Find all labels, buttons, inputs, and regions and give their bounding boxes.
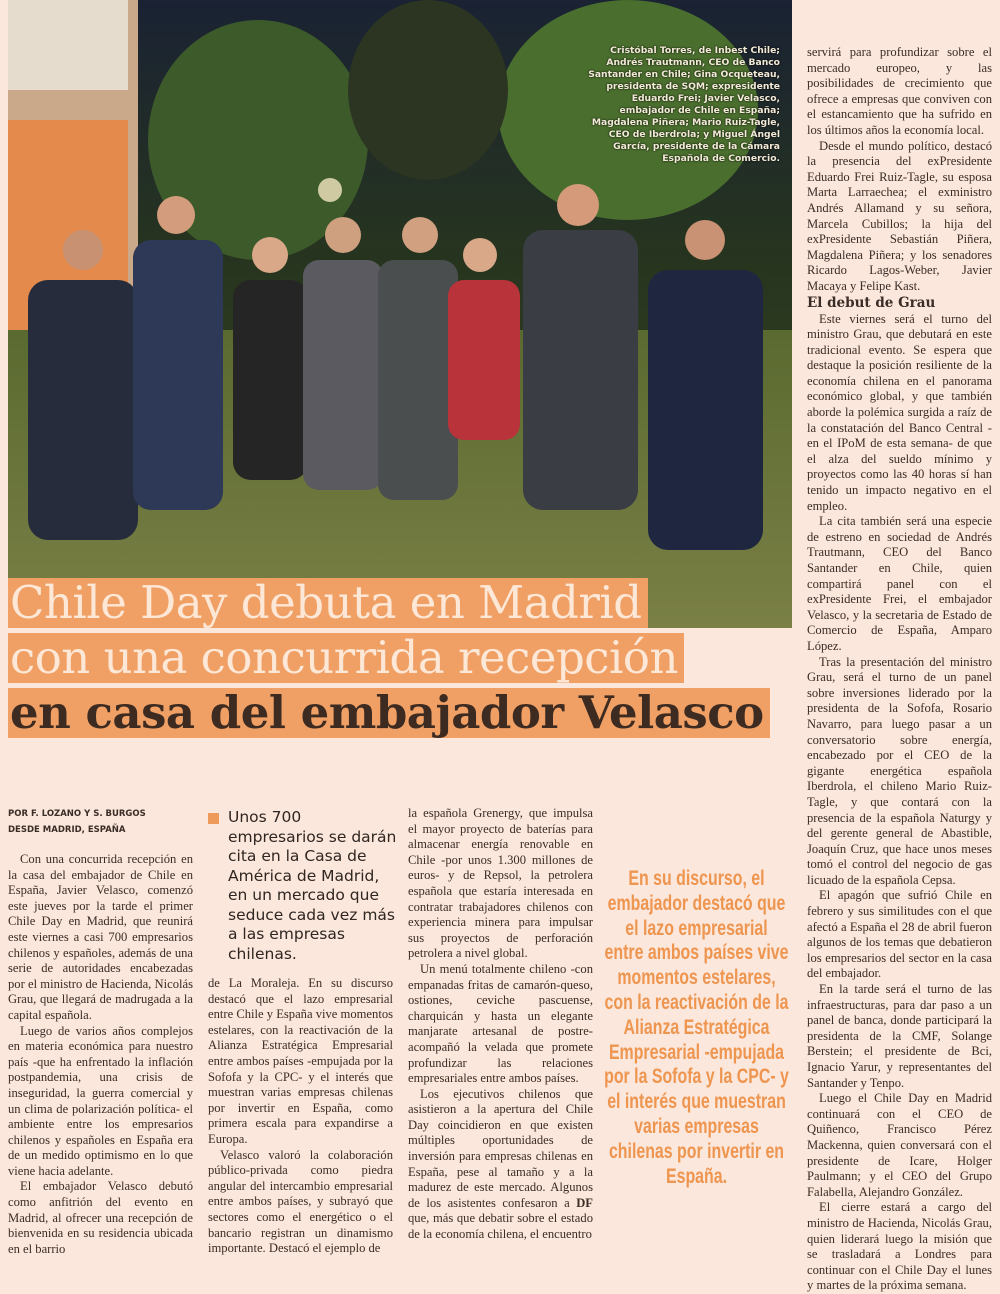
paragraph: [408, 1087, 593, 1243]
paragraph: Un menú totalmente chileno -con empanadas fritas de camarón-queso, ostiones, ceviche pascuense, charquicán y hasta un elegante manjarate artesanal de postre- acompañó la velada que promete profundizar las relaciones empresariales entre ambos países.: [408, 961, 593, 1086]
paragraph: de La Moraleja. En su discurso destacó que el lazo empresarial entre Chile y España vive momentos estelares, con la reactivación de la Alianza Estratégica Empresarial entre ambos países -empujada por la Sofofa y la CPC- y el interés que muestran varias empresas chilenas por invertir en España, como primera escala para expandirse a Europa.: [208, 976, 394, 1146]
headline-line-2: con una concurrida recepción: [8, 633, 684, 683]
paragraph: Velasco valoró la colaboración público-privada como piedra angular del intercambio empresarial entre ambos países, y subrayó que sectores como el energético o el bancario registran un dinamismo importante. Destacó el ejemplo de: [208, 1147, 393, 1256]
paragraph: Desde el mundo político, destacó la presencia del exPresidente Eduardo Frei Ruiz-Tagle, su esposa Marta Larraechea; el exministro Andrés Allamand y su señora, Marcela Cubillos; la hija del exPresidente Sebastián Piñera, Magdalena Piñera; y los senadores Ricardo Lagos-Weber, Javier Macaya y Felipe Kast.: [807, 138, 992, 293]
publication-name: DF: [576, 1195, 593, 1210]
article-column-2: [208, 976, 393, 1257]
article-column-4: [807, 45, 992, 1294]
bullet-square-icon: [208, 813, 219, 824]
summary-text: Unos 700 empresarios se darán cita en la Casa de América de Madrid, en un mercado que seduce cada vez más a las empresas chilenas.: [228, 808, 397, 963]
paragraph-text: que, más que debatir sobre el estado de la economía chilena, el encuentro: [408, 1211, 593, 1242]
paragraph: El cierre estará a cargo del ministro de Hacienda, Nicolás Grau, quien liderará luego la misión que se trasladará a Londres para continuar con el Chile Day el lunes y martes de la próxima semana.: [807, 1200, 992, 1293]
paragraph: Luego el Chile Day en Madrid continuará con el CEO de Quiñenco, Francisco Pérez Mackenna, quien conversará con el presidente de Icare, Holger Paulmann; y el CEO del Grupo Falabella, Alejandro González.: [807, 1091, 992, 1199]
pull-quote: En su discurso, el embajador destacó que el lazo empresarial entre ambos países vive momentos estelares, con la reactivación de la Alianza Estratégica Empresarial -empujada por la Sofofa y la CPC- y el interés que muestran varias empresas chilenas por invertir en España.: [604, 866, 789, 1188]
headline-line-3: en casa del embajador Velasco: [8, 688, 770, 738]
paragraph: El apagón que sufrió Chile en febrero y sus similitudes con el que afectó a España el 28 de abril fueron algunos de los temas que debatieron los empresarios del sector en la casa del embajador.: [807, 888, 992, 981]
byline-dateline: DESDE MADRID, ESPAÑA: [8, 825, 126, 835]
paragraph: Este viernes será el turno del ministro Grau, que debutará en este tradicional evento. Se espera que destaque la posición resiliente de la economía chilena en el panorama económico global, y que también aborde la polémica surgida a raíz de la constatación del Banco Central -en el IPoM de esta semana- de que el alza del sueldo mínimo y proyectos como las 40 horas sí han tenido un impacto negativo en el empleo.: [807, 311, 992, 513]
byline-authors: POR F. LOZANO Y S. BURGOS: [8, 809, 146, 819]
paragraph-text: Los ejecutivos chilenos que asistieron a la apertura del Chile Day coincidieron en que existen múltiples oportunidades de inversión para empresas chilenas en España, pese al tamaño y a la madurez de este mercado. Algunos de los asistentes confesaron a: [408, 1086, 593, 1210]
article-column-3: [408, 806, 593, 1243]
article-column-1: [8, 806, 193, 1257]
paragraph: Luego de varios años complejos en materia económica para nuestro país -que ha enfrentado la inflación postpandemia, una crisis de inseguridad, la guerra comercial y un clima de polarización política- el ambiente entre los empresarios chilenos y españoles en España era de un medido optimismo en lo que viene hacia adelante.: [8, 1023, 193, 1178]
paragraph: servirá para profundizar sobre el mercado europeo, y las posibilidades de crecimiento que ofrece a empresas que conviven con el estancamiento que ha sufrido en los últimos años la economía local.: [807, 45, 992, 137]
paragraph: Con una concurrida recepción en la casa del embajador de Chile en España, Javier Velasco, comenzó este jueves por la tarde el primer Chile Day en Madrid, que reunirá este viernes a casi 700 empresarios chilenos y españoles, además de una serie de autoridades encabezadas por el ministro de Hacienda, Nicolás Grau, que llegará de madrugada a la capital española.: [8, 852, 193, 1022]
article-summary: [208, 808, 398, 964]
headline-line-1: Chile Day debuta en Madrid: [8, 578, 648, 628]
paragraph: La cita también será una especie de estreno en sociedad de Andrés Trautmann, CEO del Banco Santander en Chile, quien compartirá panel con el exPresidente Frei, el embajador Velasco, y la secretaria de Estado de Comercio de España, Amparo López.: [807, 514, 992, 653]
event-photo: [8, 0, 792, 628]
paragraph: En la tarde será el turno de las infraestructuras, para dar paso a un panel de banca, donde participará la presidenta de la CMF, Solange Berstein; el presidente de Bci, Ignacio Yarur, y representantes del Santander y Tenpo.: [807, 982, 992, 1090]
paragraph: Tras la presentación del ministro Grau, será el turno de un panel sobre inversiones liderado por la presidenta de la Sofofa, Rosario Navarro, para luego pasar a un conversatorio sobre energía, encabezado por el CEO de la gigante energética española Iberdrola, el chileno Mario Ruiz-Tagle, y que contará con la presencia de la española Naturgy y del gerente general de Abastible, Joaquín Cruz, que hace unos meses tomó el control del negocio de gas licuado de la española Cepsa.: [807, 654, 992, 887]
paragraph: la española Grenergy, que impulsa el mayor proyecto de baterías para almacenar energía renovable en Chile -por unos 1.300 millones de euros- y de Repsol, la petrolera española que estaría interesada en contratar trabajadores chilenos con experiencia minera para impulsar sus proyectos de perforación petrolera a nivel global.: [408, 806, 593, 961]
headline: [8, 578, 770, 743]
section-subheading: El debut de Grau: [807, 294, 936, 311]
paragraph: El embajador Velasco debutó como anfitrión del evento en Madrid, al ofrecer una recepción de bienvenida en su residencia ubicada en el barrio: [8, 1179, 193, 1256]
photo-caption: Cristóbal Torres, de Inbest Chile; Andrés Trautmann, CEO de Banco Santander en Chile; Gina Ocqueteau, presidenta de SQM; expresidente Eduardo Frei; Javier Velasco, embajador de Chile en España; Magdalena Piñera; Mario Ruiz-Tagle, CEO de Iberdrola; y Miguel Ángel García, presidente de la Cámara Española de Comercio.: [588, 45, 780, 164]
